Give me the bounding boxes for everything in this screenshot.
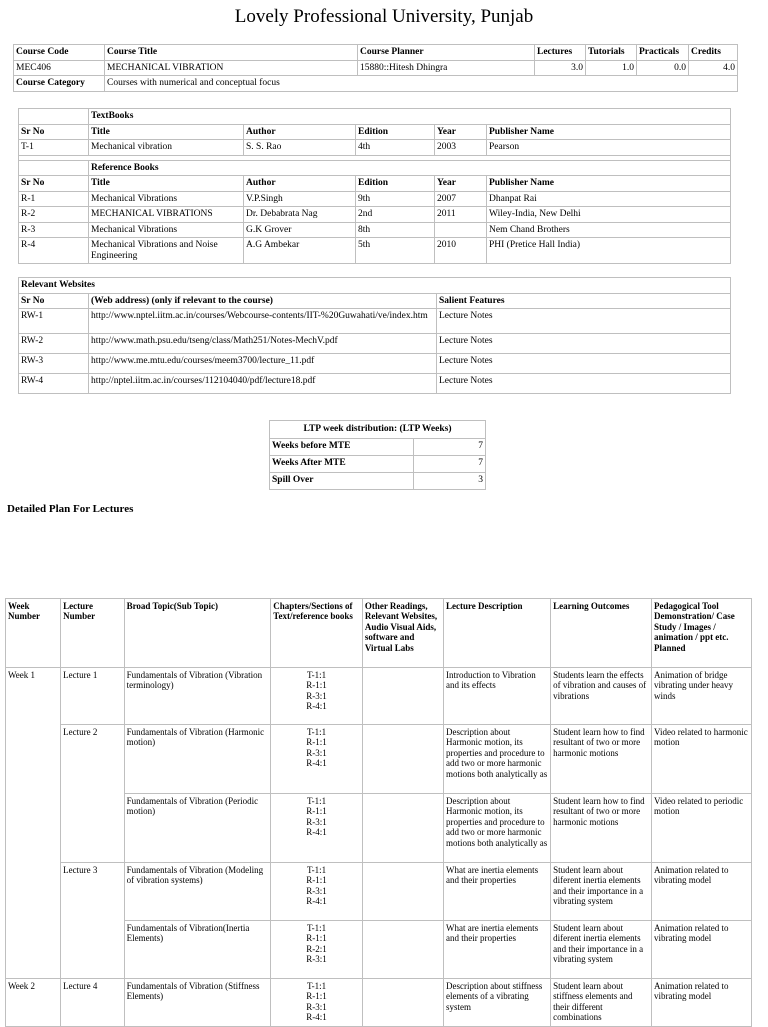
chapters-cell: T-1:1 R-1:1 R-3:1 R-4:1 (271, 979, 363, 1027)
outcomes-cell: Student learn about diferent inertia elements and their importance in a vibrating system (551, 863, 652, 921)
table-row (19, 191, 731, 207)
description-cell: What are inertia elements and their properties (443, 921, 550, 979)
table-cell: Wiley-India, New Delhi (487, 207, 731, 223)
table-cell: V.P.Singh (244, 191, 356, 207)
course-category-value: Courses with numerical and conceptual focus (105, 76, 738, 92)
lecture-plan-table (5, 598, 752, 1027)
table-cell: RW-3 (19, 354, 89, 374)
table-row (19, 207, 731, 223)
header-cell: Edition (356, 124, 435, 140)
ltp-table (269, 420, 486, 490)
table-cell: Weeks After MTE (270, 455, 414, 472)
table-cell: R-2 (19, 207, 89, 223)
outcomes-cell: Student learn about diferent inertia elements and their importance in a vibrating system (551, 921, 652, 979)
other-cell (362, 794, 443, 863)
table-cell: A.G Ambekar (244, 238, 356, 264)
course-category-row (14, 76, 738, 92)
topic-cell: Fundamentals of Vibration (Periodic motion) (124, 794, 271, 863)
table-cell: 7 (414, 455, 486, 472)
table-cell: RW-1 (19, 309, 89, 334)
header-cell: Sr No (19, 176, 89, 192)
header-cell: Sr No (19, 293, 89, 309)
table-cell: Nem Chand Brothers (487, 222, 731, 238)
table-cell: 2003 (435, 140, 487, 156)
textbooks-header-row (19, 124, 731, 140)
reference-header-row (19, 176, 731, 192)
header-cell: Lecture Number (61, 599, 124, 668)
textbooks-heading: TextBooks (89, 109, 731, 125)
table-row (270, 438, 486, 455)
table-cell: RW-2 (19, 334, 89, 354)
other-cell (362, 725, 443, 794)
lecture-plan-header-row (6, 599, 752, 668)
table-cell: Mechanical Vibrations (89, 222, 244, 238)
header-cell: Lectures (535, 45, 586, 61)
header-cell: Practicals (637, 45, 689, 61)
header-cell: Author (244, 176, 356, 192)
table-cell: 5th (356, 238, 435, 264)
description-cell: Description about stiffness elements of a vibrating system (443, 979, 550, 1027)
other-cell (362, 979, 443, 1027)
header-cell: Week Number (6, 599, 61, 668)
table-row (19, 309, 731, 334)
website-link[interactable]: http://www.nptel.iitm.ac.in/courses/Webcourse-contents/IIT-%20Guwahati/ve/index.htm (89, 309, 437, 334)
tool-cell: Animation of bridge vibrating under heavy winds (652, 668, 752, 725)
header-cell: Course Code (14, 45, 105, 61)
header-cell: Title (89, 124, 244, 140)
websites-header-row (19, 293, 731, 309)
header-cell: Publisher Name (487, 124, 731, 140)
websites-heading: Relevant Websites (19, 278, 731, 294)
lectures-value: 3.0 (535, 60, 586, 76)
chapters-cell: T-1:1 R-1:1 R-3:1 R-4:1 (271, 725, 363, 794)
table-row (19, 238, 731, 264)
course-header-row (14, 45, 738, 61)
course-code: MEC406 (14, 60, 105, 76)
table-cell: PHI (Pretice Hall India) (487, 238, 731, 264)
lecture-cell: Lecture 3 (61, 863, 124, 979)
course-category-label: Course Category (14, 76, 105, 92)
table-row (19, 222, 731, 238)
table-cell: 3 (414, 472, 486, 489)
header-cell: Salient Features (437, 293, 731, 309)
lecture-cell: Lecture 2 (61, 725, 124, 863)
practicals-value: 0.0 (637, 60, 689, 76)
table-cell: Pearson (487, 140, 731, 156)
detailed-plan-heading: Detailed Plan For Lectures (7, 503, 134, 515)
table-row (6, 979, 752, 1027)
table-cell: 9th (356, 191, 435, 207)
table-cell: R-4 (19, 238, 89, 264)
header-cell: Edition (356, 176, 435, 192)
website-link[interactable]: http://www.me.mtu.edu/courses/meem3700/lecture_11.pdf (89, 354, 437, 374)
header-cell: Broad Topic(Sub Topic) (124, 599, 271, 668)
table-row (270, 455, 486, 472)
course-info-table (13, 44, 738, 92)
header-cell: Sr No (19, 124, 89, 140)
credits-value: 4.0 (689, 60, 738, 76)
header-cell: Course Planner (358, 45, 535, 61)
header-cell: Year (435, 176, 487, 192)
topic-cell: Fundamentals of Vibration (Stiffness Elements) (124, 979, 271, 1027)
topic-cell: Fundamentals of Vibration (Vibration terminology) (124, 668, 271, 725)
table-cell (435, 222, 487, 238)
header-cell: (Web address) (only if relevant to the course) (89, 293, 437, 309)
table-cell: 4th (356, 140, 435, 156)
table-row (19, 354, 731, 374)
table-cell: Mechanical vibration (89, 140, 244, 156)
tool-cell: Video related to harmonic motion (652, 725, 752, 794)
header-cell: Other Readings, Relevant Websites, Audio Visual Aids, software and Virtual Labs (362, 599, 443, 668)
page-title: Lovely Professional University, Punjab (234, 6, 534, 27)
outcomes-cell: Student learn how to find resultant of two or more harmonic motions (551, 794, 652, 863)
table-cell: R-1 (19, 191, 89, 207)
lecture-cell: Lecture 4 (61, 979, 124, 1027)
table-row (19, 374, 731, 394)
tool-cell: Animation related to vibrating model (652, 979, 752, 1027)
table-cell: Lecture Notes (437, 334, 731, 354)
header-cell: Credits (689, 45, 738, 61)
description-cell: Description about Harmonic motion, its properties and procedure to add two or more harmonic motions both analytically as (443, 725, 550, 794)
table-cell: RW-4 (19, 374, 89, 394)
outcomes-cell: Student learn how to find resultant of two or more harmonic motions (551, 725, 652, 794)
tutorials-value: 1.0 (586, 60, 637, 76)
topic-cell: Fundamentals of Vibration (Harmonic motion) (124, 725, 271, 794)
table-cell: Dhanpat Rai (487, 191, 731, 207)
header-cell: Author (244, 124, 356, 140)
table-cell: Mechanical Vibrations and Noise Engineering (89, 238, 244, 264)
outcomes-cell: Students learn the effects of vibration and causes of vibrations (551, 668, 652, 725)
header-cell: Learning Outcomes (551, 599, 652, 668)
table-row (6, 668, 752, 725)
other-cell (362, 668, 443, 725)
chapters-cell: T-1:1 R-1:1 R-3:1 R-4:1 (271, 794, 363, 863)
table-row (6, 725, 752, 794)
website-link[interactable]: http://nptel.iitm.ac.in/courses/112104040/pdf/lecture18.pdf (89, 374, 437, 394)
chapters-cell: T-1:1 R-1:1 R-3:1 R-4:1 (271, 668, 363, 725)
table-row (19, 140, 731, 156)
table-cell: 2011 (435, 207, 487, 223)
header-cell: Pedagogical Tool Demonstration/ Case Study / Images / animation / ppt etc. Planned (652, 599, 752, 668)
table-cell: Weeks before MTE (270, 438, 414, 455)
tool-cell: Video related to periodic motion (652, 794, 752, 863)
tool-cell: Animation related to vibrating model (652, 863, 752, 921)
other-cell (362, 863, 443, 921)
website-link[interactable]: http://www.math.psu.edu/tseng/class/Math251/Notes-MechV.pdf (89, 334, 437, 354)
table-cell: 8th (356, 222, 435, 238)
table-cell: 7 (414, 438, 486, 455)
table-cell: 2007 (435, 191, 487, 207)
websites-table (18, 277, 731, 394)
books-table (18, 108, 731, 264)
header-cell: Course Title (105, 45, 358, 61)
table-row (6, 863, 752, 921)
course-planner: 15880::Hitesh Dhingra (358, 60, 535, 76)
table-cell: Lecture Notes (437, 309, 731, 334)
chapters-cell: T-1:1 R-1:1 R-3:1 R-4:1 (271, 863, 363, 921)
header-cell: Chapters/Sections of Text/reference books (271, 599, 363, 668)
table-row (19, 334, 731, 354)
table-row (270, 472, 486, 489)
ltp-heading: LTP week distribution: (LTP Weeks) (270, 421, 486, 439)
week-cell: Week 1 (6, 668, 61, 979)
header-cell: Title (89, 176, 244, 192)
description-cell: Introduction to Vibration and its effects (443, 668, 550, 725)
table-cell: Mechanical Vibrations (89, 191, 244, 207)
table-cell: MECHANICAL VIBRATIONS (89, 207, 244, 223)
tool-cell: Animation related to vibrating model (652, 921, 752, 979)
header-cell: Lecture Description (443, 599, 550, 668)
description-cell: Description about Harmonic motion, its properties and procedure to add two or more harmonic motions both analytically as (443, 794, 550, 863)
other-cell (362, 921, 443, 979)
table-cell: 2nd (356, 207, 435, 223)
table-cell: Lecture Notes (437, 354, 731, 374)
table-cell: Spill Over (270, 472, 414, 489)
table-cell: G.K Grover (244, 222, 356, 238)
lecture-cell: Lecture 1 (61, 668, 124, 725)
header-cell: Tutorials (586, 45, 637, 61)
header-cell: Year (435, 124, 487, 140)
table-cell: 2010 (435, 238, 487, 264)
table-cell: S. S. Rao (244, 140, 356, 156)
table-cell: Dr. Debabrata Nag (244, 207, 356, 223)
table-cell: Lecture Notes (437, 374, 731, 394)
table-cell: T-1 (19, 140, 89, 156)
week-cell: Week 2 (6, 979, 61, 1027)
reference-books-heading: Reference Books (89, 160, 731, 176)
description-cell: What are inertia elements and their properties (443, 863, 550, 921)
course-value-row (14, 60, 738, 76)
header-cell: Publisher Name (487, 176, 731, 192)
course-title: MECHANICAL VIBRATION (105, 60, 358, 76)
chapters-cell: T-1:1 R-1:1 R-2:1 R-3:1 (271, 921, 363, 979)
topic-cell: Fundamentals of Vibration(Inertia Elements) (124, 921, 271, 979)
table-cell: R-3 (19, 222, 89, 238)
outcomes-cell: Student learn about stiffness elements and their different combinations (551, 979, 652, 1027)
topic-cell: Fundamentals of Vibration (Modeling of vibration systems) (124, 863, 271, 921)
